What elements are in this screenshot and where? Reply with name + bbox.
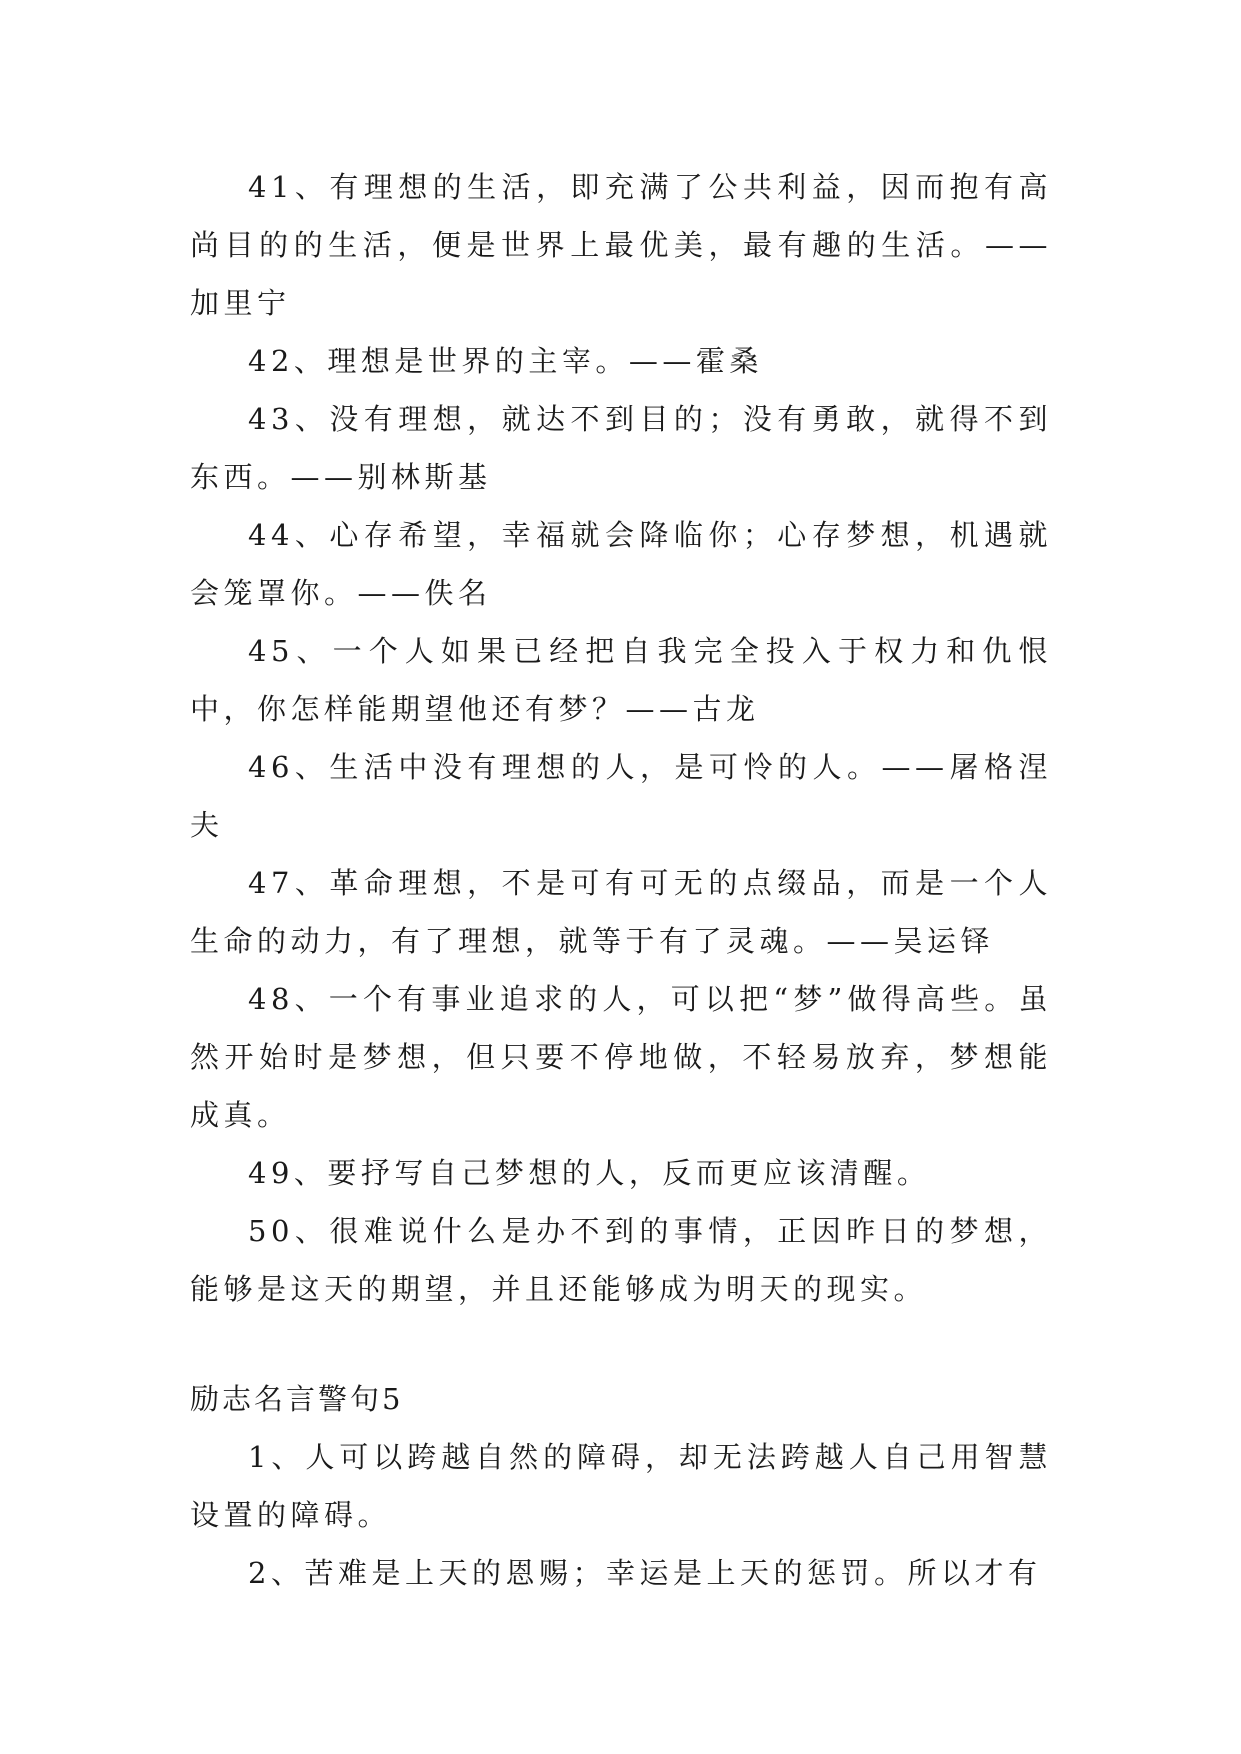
quote-47: 47、革命理想，不是可有可无的点缀品，而是一个人生命的动力，有了理想，就等于有了灵魂。——吴运铎 xyxy=(190,866,1052,958)
quote-48: 48、一个有事业追求的人，可以把“梦”做得高些。虽然开始时是梦想，但只要不停地做，不轻易放弃，梦想能成真。 xyxy=(190,982,1052,1132)
quote-50: 50、很难说什么是办不到的事情，正因昨日的梦想，能够是这天的期望，并且还能够成为明天的现实。 xyxy=(190,1214,1052,1306)
document-body xyxy=(190,158,1052,1602)
quote-1: 1、人可以跨越自然的障碍，却无法跨越人自己用智慧设置的障碍。 xyxy=(190,1440,1052,1532)
section-heading: 励志名言警句5 xyxy=(190,1382,404,1416)
quote-49: 49、要抒写自己梦想的人，反而更应该清醒。 xyxy=(248,1156,931,1190)
quote-42: 42、理想是世界的主宰。——霍桑 xyxy=(248,344,763,378)
quote-41: 41、有理想的生活，即充满了公共利益，因而抱有高尚目的的生活，便是世界上最优美，最有趣的生活。——加里宁 xyxy=(190,170,1052,320)
quote-43: 43、没有理想，就达不到目的；没有勇敢，就得不到东西。——别林斯基 xyxy=(190,402,1052,494)
quote-44: 44、心存希望，幸福就会降临你；心存梦想，机遇就会笼罩你。——佚名 xyxy=(190,518,1052,610)
quote-46: 46、生活中没有理想的人，是可怜的人。——屠格涅夫 xyxy=(190,750,1052,842)
quote-45: 45、一个人如果已经把自我完全投入于权力和仇恨中，你怎样能期望他还有梦？——古龙 xyxy=(190,634,1052,726)
quote-2: 2、苦难是上天的恩赐；幸运是上天的惩罚。所以才有 xyxy=(248,1556,1042,1590)
